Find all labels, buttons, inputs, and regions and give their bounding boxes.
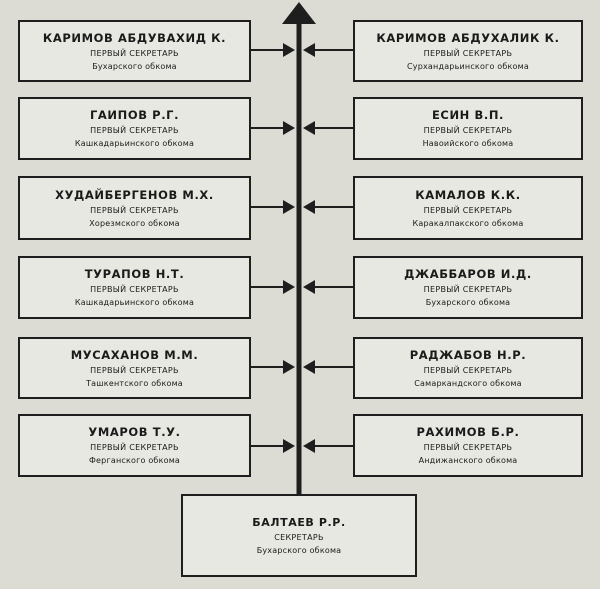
- node-right-4: [353, 256, 583, 319]
- node-left-3: [18, 176, 251, 240]
- left-connector-arrow-3: [283, 200, 295, 214]
- node-org: Ферганского обкома: [88, 456, 181, 465]
- node-left-2: [18, 97, 251, 160]
- node-org: Каракалпакского обкома: [412, 218, 524, 228]
- node-title: ПЕРВЫЙ СЕКРЕТАРЬ: [90, 205, 179, 215]
- node-title: ПЕРВЫЙ СЕКРЕТАРЬ: [423, 126, 513, 135]
- right-connector-arrow-2: [303, 121, 315, 135]
- left-connector-arrow-6: [283, 439, 295, 453]
- left-connector-arrow-4: [283, 280, 295, 294]
- left-connector-arrow-2: [283, 121, 295, 135]
- node-left-5: [18, 337, 251, 399]
- node-org: Андижанского обкома: [418, 456, 518, 465]
- node-org: Бухарского обкома: [256, 546, 342, 555]
- node-left-6: [18, 414, 251, 477]
- right-connector-arrow-6: [303, 439, 315, 453]
- node-title: СЕКРЕТАРЬ: [274, 533, 324, 542]
- node-right-5: [353, 337, 583, 399]
- node-name: КАРИМОВ АБДУВАХИД К.: [42, 30, 227, 45]
- node-name: РАХИМОВ Б.Р.: [416, 425, 520, 439]
- node-org: Бухарского обкома: [425, 298, 511, 307]
- node-title: ПЕРВЫЙ СЕКРЕТАРЬ: [423, 285, 513, 294]
- node-org: Самаркандского обкома: [414, 378, 522, 388]
- trunk-arrowhead: [282, 2, 316, 24]
- right-connector-arrow-4: [303, 280, 315, 294]
- node-name: РАДЖАБОВ Н.Р.: [409, 347, 527, 362]
- node-left-4: [18, 256, 251, 319]
- node-name: ТУРАПОВ Н.Т.: [84, 267, 185, 281]
- node-org: Кашкадарьинского обкома: [74, 298, 195, 307]
- node-name: ГАИПОВ Р.Г.: [89, 108, 180, 122]
- node-name: КАМАЛОВ К.К.: [415, 187, 521, 202]
- node-title: ПЕРВЫЙ СЕКРЕТАРЬ: [423, 443, 513, 452]
- right-connector-arrow-5: [303, 360, 315, 374]
- node-right-2: [353, 97, 583, 160]
- left-connector-arrow-5: [283, 360, 295, 374]
- node-title: ПЕРВЫЙ СЕКРЕТАРЬ: [90, 126, 179, 135]
- right-connector-arrow-3: [303, 200, 315, 214]
- node-right-1: [353, 20, 583, 82]
- node-title: ПЕРВЫЙ СЕКРЕТАРЬ: [423, 205, 513, 215]
- node-org: Бухарского обкома: [92, 61, 177, 71]
- node-name: УМАРОВ Т.У.: [88, 425, 181, 439]
- node-name: МУСАХАНОВ М.М.: [70, 347, 199, 362]
- left-connector-arrow-1: [283, 43, 295, 57]
- node-left-1: [18, 20, 251, 82]
- node-org: Навоийского обкома: [422, 139, 514, 148]
- node-title: ПЕРВЫЙ СЕКРЕТАРЬ: [423, 48, 513, 58]
- node-title: ПЕРВЫЙ СЕКРЕТАРЬ: [423, 365, 513, 375]
- node-org: Ташкентского обкома: [86, 378, 183, 388]
- node-name: КАРИМОВ АБДУХАЛИК К.: [376, 30, 560, 45]
- node-org: Хорезмского обкома: [89, 218, 180, 228]
- node-name: ЕСИН В.П.: [431, 108, 505, 122]
- right-connector-arrow-1: [303, 43, 315, 57]
- node-name: БАЛТАЕВ Р.Р.: [252, 516, 346, 529]
- node-org: Кашкадарьинского обкома: [74, 139, 195, 148]
- node-title: ПЕРВЫЙ СЕКРЕТАРЬ: [90, 443, 179, 452]
- node-name: ХУДАЙБЕРГЕНОВ М.Х.: [55, 187, 214, 202]
- node-bottom-root: [181, 494, 417, 577]
- node-right-6: [353, 414, 583, 477]
- node-title: ПЕРВЫЙ СЕКРЕТАРЬ: [90, 48, 179, 58]
- node-name: ДЖАББАРОВ И.Д.: [404, 267, 532, 281]
- node-title: ПЕРВЫЙ СЕКРЕТАРЬ: [90, 365, 179, 375]
- node-title: ПЕРВЫЙ СЕКРЕТАРЬ: [90, 285, 179, 294]
- node-right-3: [353, 176, 583, 240]
- node-org: Сурхандарьинского обкома: [407, 61, 529, 71]
